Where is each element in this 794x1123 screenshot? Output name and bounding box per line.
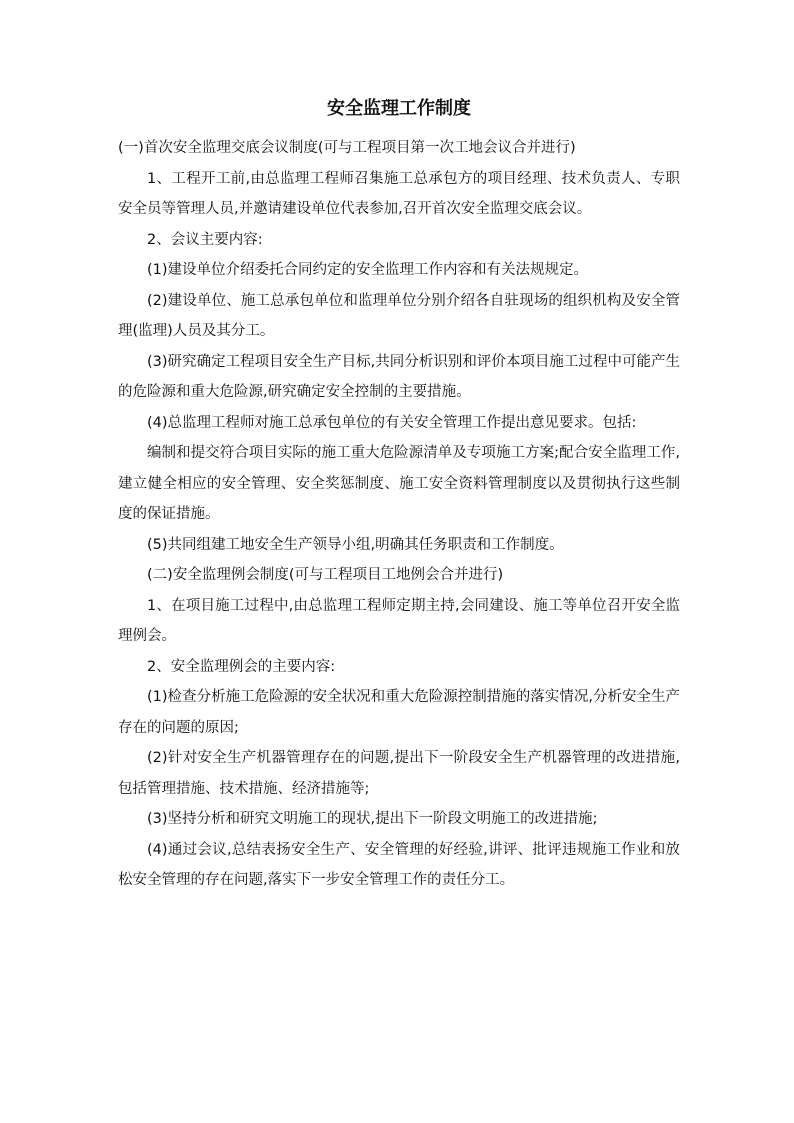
paragraph: (一)首次安全监理交底会议制度(可与工程项目第一次工地会议合并进行) [118, 140, 576, 156]
paragraph: 1、工程开工前,由总监理工程师召集施工总承包方的项目经理、技术负责人、专职安全员等管理人员,并邀请建设单位代表参加,召开首次安全监理交底会议。 [118, 170, 680, 217]
paragraph: (1)建设单位介绍委托合同约定的安全监理工作内容和有关法规规定。 [147, 262, 589, 278]
paragraph: (5)共同组建工地安全生产领导小组,明确其任务职责和工作制度。 [147, 536, 564, 553]
paragraph: (1)检查分析施工危险源的安全状况和重大危险源控制措施的落实情况,分析安全生产存在的问题的原因; [118, 689, 680, 736]
paragraph: (二)安全监理例会制度(可与工程项目工地例会合并进行) [147, 567, 504, 583]
paragraph: (3)坚持分析和研究文明施工的现状,提出下一阶段文明施工的改进措施; [147, 811, 598, 827]
paragraph: (4)通过会议,总结表扬安全生产、安全管理的好经验,讲评、批评违规施工作业和放松安全管理的存在问题,落实下一步安全管理工作的责任分工。 [118, 841, 680, 888]
paragraph: 2、会议主要内容: [147, 231, 263, 248]
document-page [118, 96, 680, 896]
paragraph: (2)建设单位、施工总承包单位和监理单位分别介绍各自驻现场的组织机构及安全管理(监理)人员及其分工。 [118, 292, 680, 339]
paragraph: 2、安全监理例会的主要内容: [147, 658, 336, 675]
paragraph: (2)针对安全生产机器管理存在的问题,提出下一阶段安全生产机器管理的改进措施,包括管理措施、技术措施、经济措施等; [118, 750, 680, 797]
paragraph: 编制和提交符合项目实际的施工重大危险源清单及专项施工方案;配合安全监理工作,建立健全相应的安全管理、安全奖惩制度、施工安全资料管理制度以及贯彻执行这些制度的保证措施。 [118, 445, 680, 522]
document-title: 安全监理工作制度 [327, 98, 471, 119]
paragraph: 1、在项目施工过程中,由总监理工程师定期主持,会同建设、施工等单位召开安全监理例会。 [118, 597, 680, 644]
paragraph: (4)总监理工程师对施工总承包单位的有关安全管理工作提出意见要求。包括: [147, 414, 637, 431]
document-body [118, 133, 680, 896]
paragraph: (3)研究确定工程项目安全生产目标,共同分析识别和评价本项目施工过程中可能产生的危险源和重大危险源,研究确定安全控制的主要措施。 [118, 353, 680, 400]
